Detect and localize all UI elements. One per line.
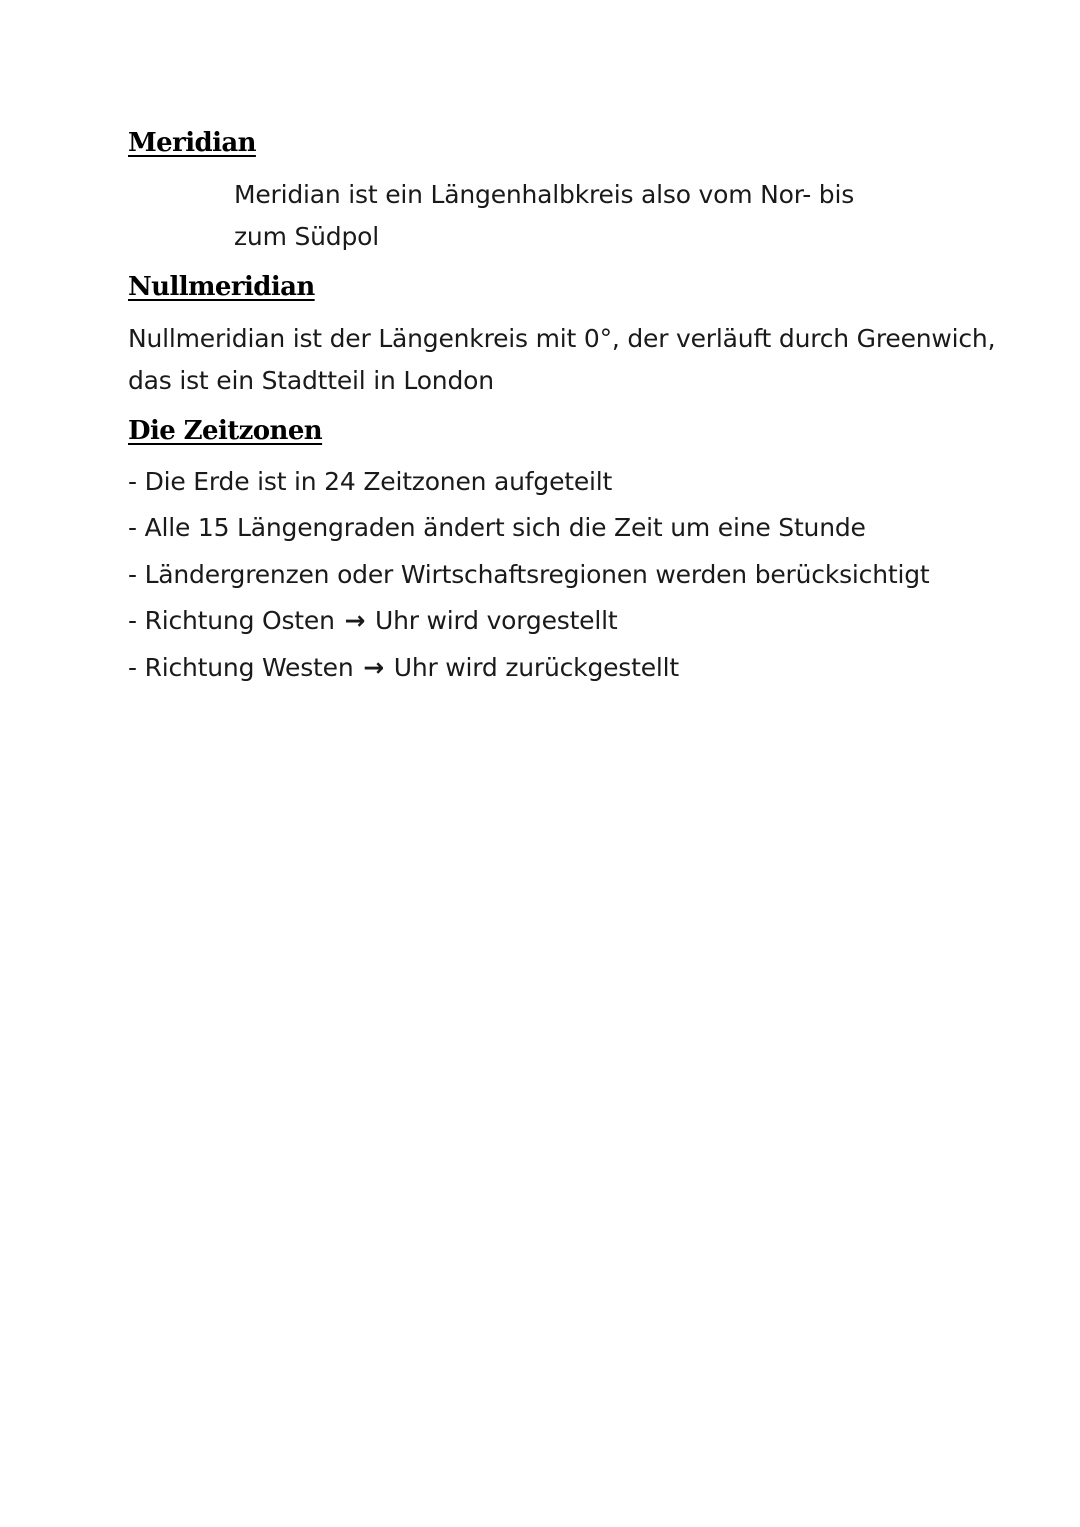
- heading-nullmeridian: Nullmeridian: [128, 272, 315, 302]
- heading-zeitzonen: Die Zeitzonen: [128, 416, 323, 446]
- arrow-right-icon: →: [344, 606, 366, 636]
- list-item: [128, 647, 929, 693]
- list-item: - Ländergrenzen oder Wirtschaftsregionen werden berücksichtigt: [128, 559, 930, 589]
- list-item: [128, 600, 929, 646]
- nullmeridian-definition: [128, 318, 995, 402]
- list-item-text: - Richtung Osten: [128, 606, 343, 636]
- list-item-text: Uhr wird zurückgestellt: [385, 652, 679, 682]
- list-item-text: Uhr wird vorgestellt: [367, 606, 618, 636]
- heading-meridian: Meridian: [128, 128, 256, 158]
- nullmeridian-line-1: Nullmeridian ist der Längenkreis mit 0°, der verläuft durch Greenwich,: [128, 324, 996, 353]
- meridian-line-2: zum Südpol: [234, 222, 379, 251]
- nullmeridian-line-2: das ist ein Stadtteil in London: [128, 366, 494, 395]
- meridian-definition: [234, 174, 854, 258]
- arrow-right-icon: →: [363, 652, 384, 682]
- list-item: - Die Erde ist in 24 Zeitzonen aufgeteilt: [128, 467, 613, 496]
- zeitzonen-list: [128, 461, 929, 693]
- list-item-text: - Richtung Westen: [128, 652, 362, 682]
- list-item: - Alle 15 Längengraden ändert sich die Zeit um eine Stunde: [128, 513, 866, 543]
- meridian-line-1: Meridian ist ein Längenhalbkreis also vom Nor- bis: [234, 180, 855, 209]
